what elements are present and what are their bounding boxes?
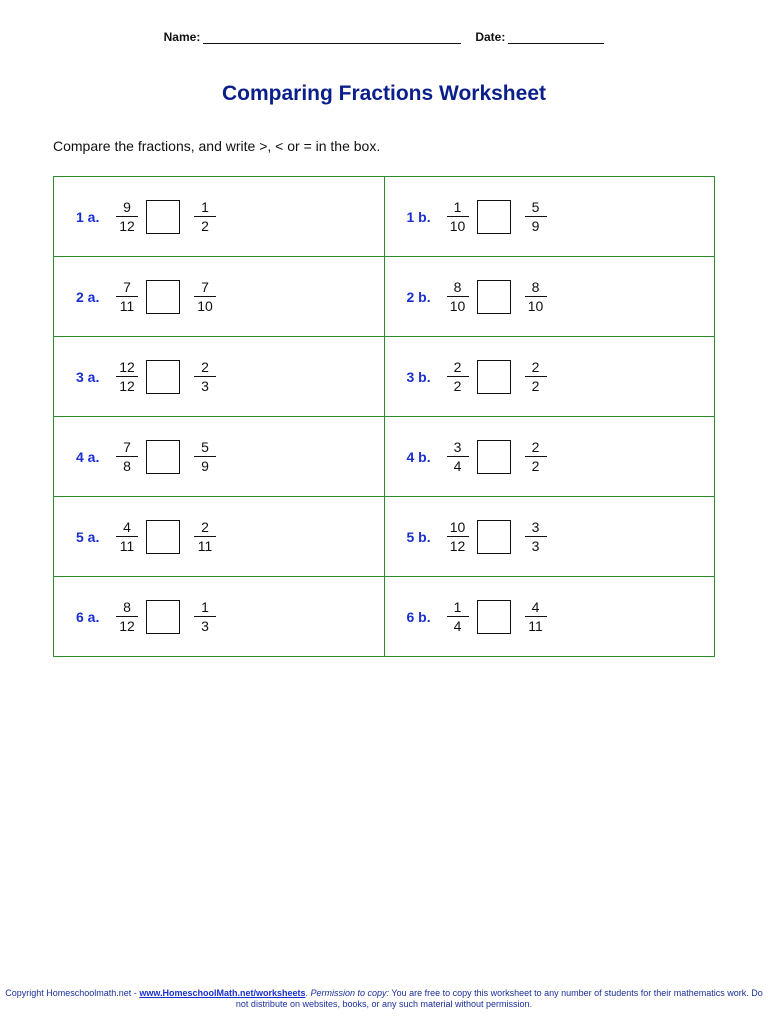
left-denominator: 8	[123, 458, 131, 474]
right-numerator: 5	[531, 199, 540, 215]
right-denominator: 10	[197, 298, 213, 314]
left-numerator: 1	[453, 199, 462, 215]
right-numerator: 1	[201, 599, 209, 615]
problem-label: 1 a.	[76, 208, 100, 225]
right-fraction	[192, 598, 218, 635]
left-numerator: 1	[453, 599, 462, 615]
answer-box[interactable]	[477, 280, 511, 314]
right-denominator: 2	[201, 218, 209, 234]
problem-label: 2 b.	[406, 288, 431, 305]
right-fraction	[523, 518, 549, 555]
problem-cell	[54, 177, 385, 257]
footer-permission-text: You are free to copy this worksheet to any number of students for their mathematics work. Do not distribute on websites, books, or any such material without permission.	[235, 988, 763, 1009]
footer-link[interactable]: www.HomeschoolMath.net/worksheets	[139, 988, 306, 998]
problem-cell	[384, 257, 715, 337]
instructions: Compare the fractions, and write >, < or = in the box.	[53, 138, 381, 154]
right-denominator: 2	[531, 458, 540, 474]
left-denominator: 12	[119, 378, 135, 394]
right-numerator: 3	[531, 519, 540, 535]
problem-cell	[54, 257, 385, 337]
right-denominator: 3	[201, 618, 209, 634]
left-denominator: 4	[453, 618, 462, 634]
left-fraction	[114, 598, 140, 635]
problem-label: 3 b.	[406, 368, 431, 385]
right-denominator: 2	[531, 378, 540, 394]
left-denominator: 2	[453, 378, 462, 394]
name-field	[164, 30, 462, 44]
left-fraction	[445, 598, 471, 635]
right-fraction	[192, 278, 218, 315]
problem-row	[54, 337, 715, 417]
problem-cell	[54, 577, 385, 657]
answer-box[interactable]	[477, 200, 511, 234]
left-fraction	[445, 198, 471, 235]
right-numerator: 1	[201, 199, 209, 215]
left-numerator: 8	[453, 279, 462, 295]
left-fraction	[114, 358, 140, 395]
answer-box[interactable]	[146, 360, 180, 394]
problem	[54, 438, 384, 475]
answer-box[interactable]	[146, 200, 180, 234]
right-numerator: 4	[531, 599, 540, 615]
left-fraction	[114, 438, 140, 475]
left-fraction	[445, 358, 471, 395]
answer-box[interactable]	[477, 440, 511, 474]
left-denominator: 4	[453, 458, 462, 474]
right-fraction	[192, 438, 218, 475]
problem-cell	[54, 417, 385, 497]
left-numerator: 7	[123, 279, 131, 295]
problem-row	[54, 257, 715, 337]
left-denominator: 12	[119, 618, 135, 634]
left-denominator: 12	[449, 538, 466, 554]
problem-cell	[54, 497, 385, 577]
right-denominator: 9	[531, 218, 540, 234]
left-numerator: 8	[123, 599, 131, 615]
right-numerator: 2	[531, 359, 540, 375]
answer-box[interactable]	[146, 280, 180, 314]
right-numerator: 2	[201, 359, 209, 375]
left-numerator: 12	[119, 359, 135, 375]
left-denominator: 11	[119, 298, 135, 314]
problem-row	[54, 417, 715, 497]
problem-cell	[384, 577, 715, 657]
problem-label: 2 a.	[76, 288, 100, 305]
answer-box[interactable]	[146, 440, 180, 474]
footer-after-link: .	[305, 988, 311, 998]
problem	[385, 438, 715, 475]
problem	[385, 358, 715, 395]
problem	[385, 598, 715, 635]
date-line[interactable]	[508, 31, 604, 44]
right-numerator: 2	[531, 439, 540, 455]
problem	[385, 518, 715, 555]
problem-cell	[54, 337, 385, 417]
problem-row	[54, 177, 715, 257]
answer-box[interactable]	[146, 600, 180, 634]
problem-cell	[384, 177, 715, 257]
right-denominator: 11	[528, 618, 543, 634]
answer-box[interactable]	[477, 600, 511, 634]
right-denominator: 11	[197, 538, 213, 554]
right-numerator: 2	[201, 519, 209, 535]
right-numerator: 5	[201, 439, 209, 455]
name-line[interactable]	[203, 31, 461, 44]
footer-copyright: Copyright Homeschoolmath.net -	[5, 988, 140, 998]
problem	[54, 358, 384, 395]
left-numerator: 9	[123, 199, 131, 215]
answer-box[interactable]	[146, 520, 180, 554]
problem-row	[54, 497, 715, 577]
left-fraction	[445, 518, 471, 555]
right-fraction	[523, 198, 549, 235]
right-numerator: 7	[201, 279, 209, 295]
footer-permission-label: Permission to copy:	[310, 988, 390, 998]
left-numerator: 7	[123, 439, 131, 455]
problem-cell	[384, 417, 715, 497]
right-numerator: 8	[531, 279, 540, 295]
left-denominator: 10	[449, 298, 466, 314]
left-numerator: 4	[123, 519, 131, 535]
left-fraction	[445, 278, 471, 315]
problem	[54, 518, 384, 555]
right-fraction	[192, 518, 218, 555]
answer-box[interactable]	[477, 520, 511, 554]
left-numerator: 3	[453, 439, 462, 455]
right-denominator: 3	[201, 378, 209, 394]
problem-label: 6 b.	[406, 608, 431, 625]
right-fraction	[523, 358, 549, 395]
problem-cell	[384, 337, 715, 417]
right-fraction	[523, 278, 549, 315]
right-fraction	[523, 598, 549, 635]
date-field	[475, 30, 604, 44]
problem	[54, 198, 384, 235]
problem-label: 5 a.	[76, 528, 100, 545]
problem-label: 4 b.	[406, 448, 431, 465]
worksheet-title: Comparing Fractions Worksheet	[221, 82, 546, 105]
problem-cell	[384, 497, 715, 577]
left-fraction	[114, 518, 140, 555]
left-numerator: 2	[453, 359, 462, 375]
right-fraction	[192, 198, 218, 235]
footer	[0, 988, 768, 1010]
left-numerator: 10	[449, 519, 466, 535]
left-denominator: 11	[119, 538, 135, 554]
problem-label: 6 a.	[76, 608, 100, 625]
right-denominator: 3	[531, 538, 540, 554]
problem	[54, 598, 384, 635]
problem	[385, 198, 715, 235]
name-date-header	[0, 30, 768, 44]
problems-grid	[53, 176, 715, 657]
left-fraction	[445, 438, 471, 475]
left-denominator: 12	[119, 218, 135, 234]
right-fraction	[523, 438, 549, 475]
left-denominator: 10	[449, 218, 466, 234]
name-label: Name:	[163, 30, 201, 44]
left-fraction	[114, 278, 140, 315]
problem	[54, 278, 384, 315]
left-fraction	[114, 198, 140, 235]
problem-label: 4 a.	[76, 448, 100, 465]
problem-label: 1 b.	[406, 208, 431, 225]
problem	[385, 278, 715, 315]
right-fraction	[192, 358, 218, 395]
problem-label: 3 a.	[76, 368, 100, 385]
problem-label: 5 b.	[406, 528, 431, 545]
right-denominator: 9	[201, 458, 209, 474]
problem-row	[54, 577, 715, 657]
right-denominator: 10	[527, 298, 544, 314]
date-label: Date:	[475, 30, 506, 44]
answer-box[interactable]	[477, 360, 511, 394]
